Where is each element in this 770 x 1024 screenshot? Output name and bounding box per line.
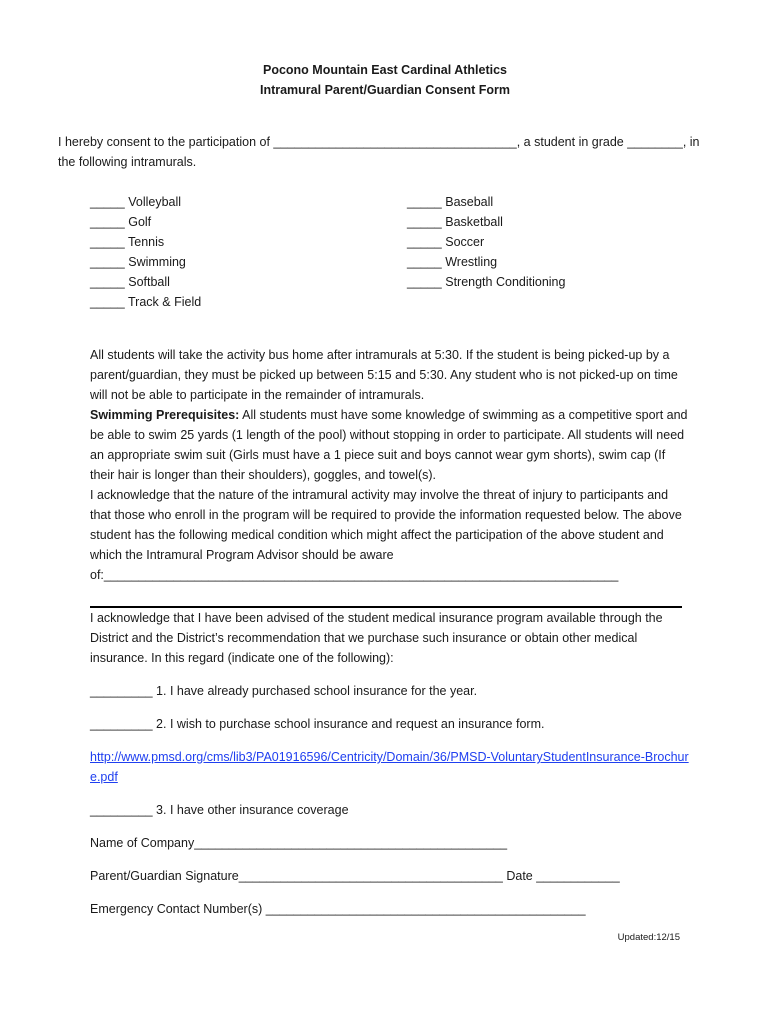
sport-item: _____ Wrestling xyxy=(407,255,498,269)
updated-date: Updated:12/15 xyxy=(617,932,680,943)
intro-paragraph: I hereby consent to the participation of ___________________________________, a student in grade ________, in the following intramurals. xyxy=(58,135,700,169)
insurance-option-1: _________ 1. I have already purchased school insurance for the year. xyxy=(90,684,478,698)
insurance-option-2: _________ 2. I wish to purchase school insurance and request an insurance form. xyxy=(90,717,545,731)
bus-policy-text: All students will take the activity bus home after intramurals at 5:30. If the student is being picked-up by a parent/guardian, they must be picked up between 5:15 and 5:30. Any student who is not picked-up on time will not be able to participate in the remainder of intramurals. xyxy=(90,348,678,402)
insurance-option-3: _________ 3. I have other insurance coverage xyxy=(90,803,349,817)
insurance-brochure-link[interactable]: http://www.pmsd.org/cms/lib3/PA01916596/Centricity/Domain/36/PMSD-VoluntaryStudentInsurance-Brochure.pdf xyxy=(90,750,689,784)
sport-item: _____ Soccer xyxy=(407,235,485,249)
sport-item: _____ Volleyball xyxy=(90,195,182,209)
form-title: Intramural Parent/Guardian Consent Form xyxy=(259,83,511,97)
swimming-label: Swimming Prerequisites: xyxy=(90,408,240,422)
school-title: Pocono Mountain East Cardinal Athletics xyxy=(262,63,507,77)
sport-item: _____ Swimming xyxy=(90,255,186,269)
sport-item: _____ Golf xyxy=(90,215,152,229)
sports-list-left xyxy=(90,192,201,312)
form-header xyxy=(0,60,770,100)
sport-item: _____ Basketball xyxy=(407,215,503,229)
sport-item: _____ Track & Field xyxy=(90,295,202,309)
sport-item: _____ Strength Conditioning xyxy=(407,275,566,289)
swimming-prerequisites xyxy=(90,405,690,485)
sport-item: _____ Tennis xyxy=(90,235,165,249)
sports-list-right xyxy=(407,192,565,292)
insurance-acknowledgement: I acknowledge that I have been advised of the student medical insurance program available through the District and the District’s recommendation that we purchase such insurance or obtain other medical insurance. In this regard (indicate one of the following): xyxy=(90,611,663,665)
swimming-text: All students must have some knowledge of swimming as a competitive sport and be able to swim 25 yards (1 length of the pool) without stopping in order to participate. All students will need an appropriate swim suit (Girls must have a 1 piece suit and boys cannot wear gym shorts), swim cap (If their hair is longer than their shoulders), goggles, and towel(s). xyxy=(90,408,688,482)
policy-section xyxy=(90,345,690,585)
company-name-field: Name of Company_____________________________________________ xyxy=(90,836,508,850)
emergency-contact-field: Emergency Contact Number(s) ______________________________________________ xyxy=(90,902,586,916)
sport-item: _____ Baseball xyxy=(407,195,494,209)
sport-item: _____ Softball xyxy=(90,275,170,289)
injury-acknowledgement: I acknowledge that the nature of the intramural activity may involve the threat of injury to participants and that those who enroll in the program will be required to provide the information requested below. The above student has the following medical condition which might affect the participation of the above student and which the Intramural Program Advisor should be aware of:__________________________________________________________________________ xyxy=(90,488,682,582)
signature-date-field: Parent/Guardian Signature______________________________________ Date ____________ xyxy=(90,869,620,883)
